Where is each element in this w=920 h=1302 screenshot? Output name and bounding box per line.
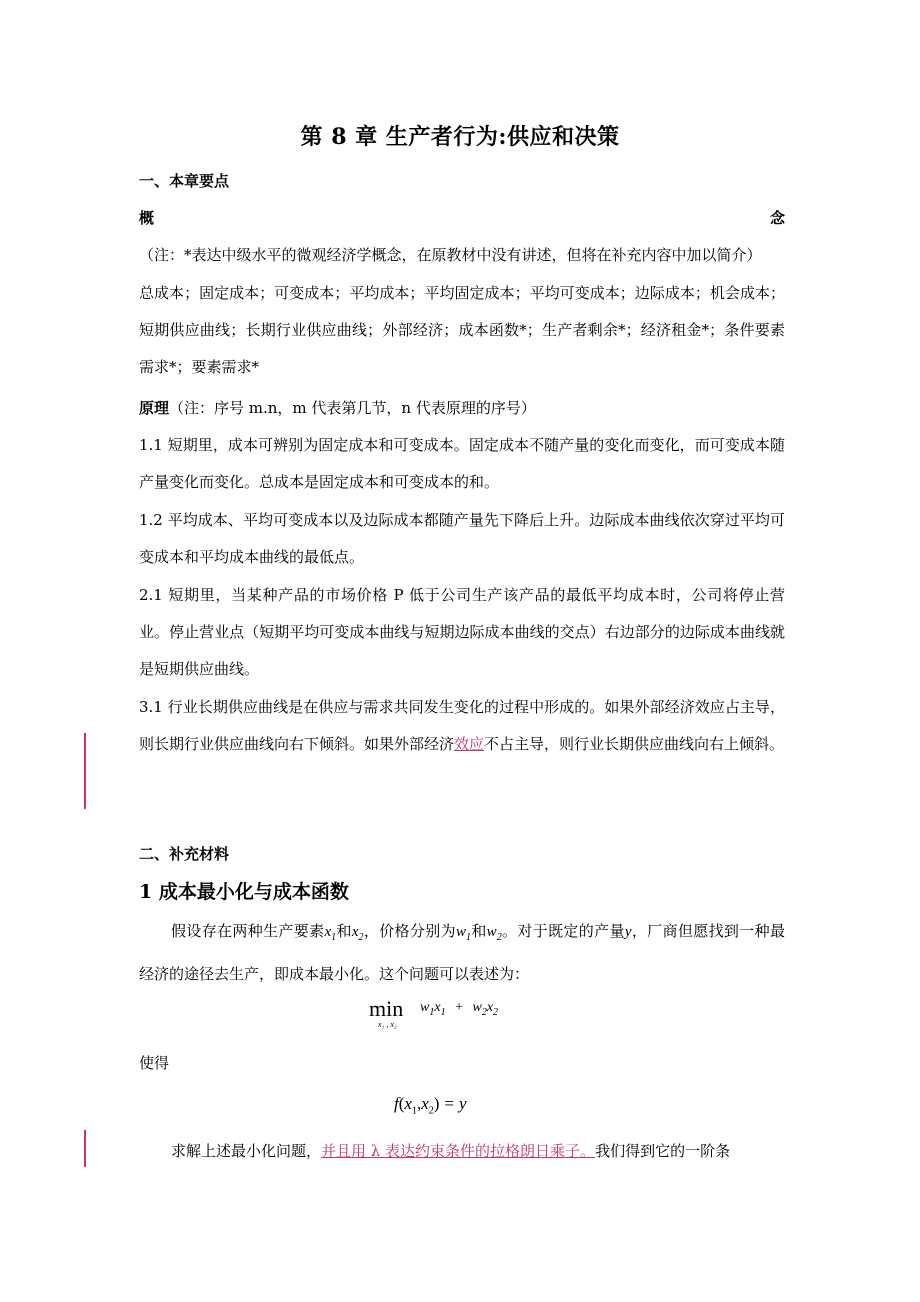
text-and: 和 — [470, 922, 487, 940]
principle-3-1 — [139, 689, 785, 763]
var-w1-base: w — [455, 924, 466, 940]
revision-inserted-text: 效应 — [454, 735, 485, 753]
concepts-note: （注：*表达中级水平的微观经济学概念，在原教材中没有讲述，但将在补充内容中加以简介） — [139, 246, 762, 264]
text-segment: ，价格分别为 — [363, 922, 456, 940]
solve-paragraph — [139, 1133, 785, 1170]
obj-x1: x — [434, 1000, 441, 1015]
section-heading-supplement: 二、补充材料 — [139, 845, 230, 863]
revision-inserted-text: 并且用 λ 表达约束条件的拉格朗日乘子。 — [321, 1142, 596, 1160]
var-w2-base: w — [486, 924, 497, 940]
solve-text-a: 求解上述最小化问题， — [171, 1142, 322, 1160]
supplement-paragraph-1 — [139, 913, 785, 993]
concepts-list: 总成本；固定成本；可变成本；平均成本；平均固定成本；平均可变成本；边际成本；机会成本；短期供应曲线；长期行业供应曲线；外部经济；成本函数*；生产者剩余*；经济租金*；条件要素需求*；要素需求* — [139, 284, 785, 376]
min-operator: min — [369, 996, 404, 1021]
obj-plus: + — [455, 1000, 463, 1015]
constraint-x1-index: 1 — [411, 1105, 417, 1117]
var-x2-base: x — [351, 924, 359, 940]
var-x1 — [324, 924, 337, 943]
obj-x2-index: 2 — [493, 1006, 499, 1018]
min-subscript: x₁ , x₂ — [378, 1020, 397, 1029]
obj-x1-index: 1 — [440, 1006, 446, 1018]
chapter-title: 第 8 章 生产者行为:供应和决策 — [300, 124, 620, 150]
subsection-heading-cost-minimization: 1 成本最小化与成本函数 — [139, 881, 349, 903]
var-w2 — [486, 924, 502, 943]
constraint-equation: $f(x_1,x_2) = y$ — [394, 1094, 467, 1117]
principle-1-2: 1.2 平均成本、平均可变成本以及边际成本都随产量先下降后上升。边际成本曲线依次穿过平均可变成本和平均成本曲线的最低点。 — [139, 511, 785, 566]
var-w1 — [455, 924, 471, 943]
var-x2-index: 2 — [358, 932, 364, 943]
obj-w1-index: 1 — [429, 1006, 435, 1018]
principle-3-1-text-b: 不占主导，则行业长期供应曲线向右上倾斜。 — [484, 735, 785, 753]
solve-text-b: 我们得到它的一阶条 — [595, 1142, 731, 1160]
such-that-label: 使得 — [139, 1054, 170, 1072]
var-y: y — [624, 924, 632, 940]
obj-x2: x — [486, 1000, 494, 1015]
principle-1-1: 1.1 短期里，成本可辨别为固定成本和可变成本。固定成本不随产量的变化而变化，而可变成本随产量变化而变化。总成本是固定成本和可变成本的和。 — [139, 436, 785, 491]
section-heading-key-points: 一、本章要点 — [139, 172, 230, 190]
revision-change-bar — [84, 733, 86, 809]
concepts-paragraph — [139, 200, 785, 274]
text-and: 和 — [336, 922, 352, 940]
principles-note: （注：序号 m.n，m 代表第几节，n 代表原理的序号） — [169, 399, 536, 417]
constraint-x2: x — [421, 1094, 429, 1113]
revision-change-bar — [84, 1130, 86, 1167]
var-x1-index: 1 — [331, 932, 337, 943]
constraint-x2-index: 2 — [428, 1105, 434, 1117]
constraint-x1: x — [404, 1094, 412, 1113]
obj-w1: w — [420, 1000, 430, 1015]
constraint-y: y — [459, 1094, 467, 1113]
var-x1-base: x — [324, 924, 332, 940]
objective-function — [420, 1000, 498, 1018]
constraint-equals: = — [444, 1094, 455, 1113]
principle-3-1-text-a: 3.1 行业长期供应曲线是在供应与需求共同发生变化的过程中形成的。如果外部经济效应占主导，则长期行业供应曲线向右下倾斜。如果外部经济 — [139, 698, 785, 753]
constraint-f: f — [394, 1094, 399, 1113]
obj-w2: w — [472, 1000, 482, 1015]
principles-paragraph — [139, 390, 785, 427]
text-segment: 。对于既定的产量 — [501, 922, 625, 940]
concepts-label: 概念 — [139, 209, 785, 227]
text-segment: ，厂商但愿找到一种最经济的途径去生产，即成本最小化。这个问题可以表述为： — [139, 922, 785, 983]
var-w2-index: 2 — [496, 932, 502, 943]
principle-2-1: 2.1 短期里，当某种产品的市场价格 P 低于公司生产该产品的最低平均成本时，公司将停止营业。停止营业点（短期平均可变成本曲线与短期边际成本曲线的交点）右边部分的边际成本曲线就是短期供应曲线。 — [139, 586, 785, 678]
var-w1-index: 1 — [465, 932, 471, 943]
principles-label: 原理 — [139, 399, 170, 417]
text-segment: 假设存在两种生产要素 — [171, 922, 325, 940]
obj-w2-index: 2 — [481, 1006, 487, 1018]
var-x2 — [351, 924, 364, 943]
